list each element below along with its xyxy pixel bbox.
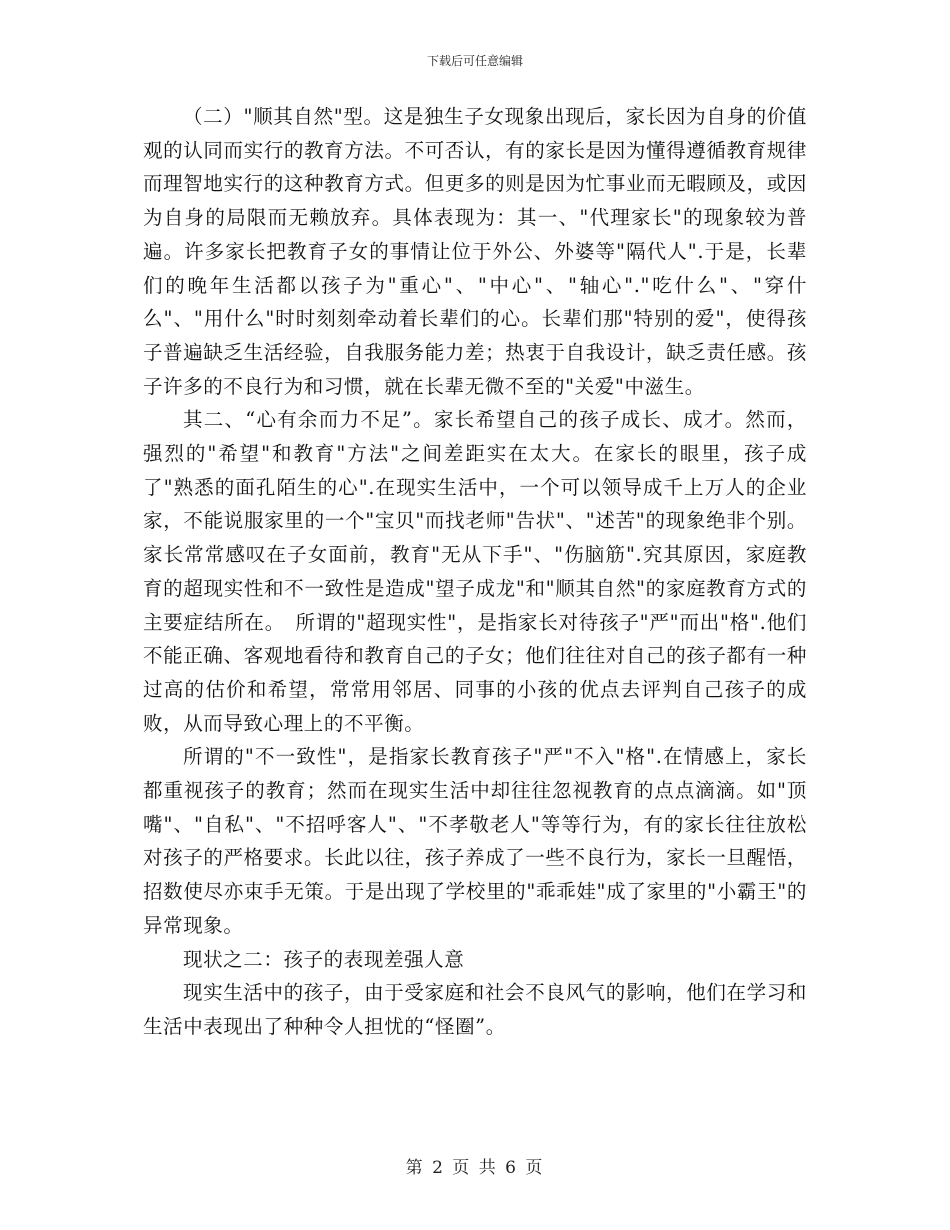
paragraph-guaiquan: 现实生活中的孩子，由于受家庭和社会不良风气的影响，他们在学习和生活中表现出了种种令人担忧的“怪圈”。: [143, 981, 807, 1038]
paragraph-xinyouyu: 其二、“心有余而力不足”。家长希望自己的孩子成长、成才。然而，强烈的"希望"和教育"方法"之间差距实在太大。在家长的眼里，孩子成了"熟悉的面孔陌生的心".在现实生活中，一个可以领导成千上万人的企业家，不能说服家里的一个"宝贝"而找老师"告状"、"述苦"的现象绝非个别。家长常常感叹在子女面前，教育"无从下手"、"伤脑筋".究其原因，家庭教育的超现实性和不一致性是造成"望子成龙"和"顺其自然"的家庭教育方式的主要症结所在。 所谓的"超现实性"，是指家长对待孩子"严"而出"格".他们不能正确、客观地看待和教育自己的子女；他们往往对自己的孩子都有一种过高的估价和希望，常常用邻居、同事的小孩的优点去评判自己孩子的成败，从而导致心理上的不平衡。: [143, 408, 807, 735]
page-number: 第 2 页 共 6 页: [405, 1158, 545, 1178]
document-body: [143, 100, 807, 1044]
paragraph-buyizhixing: 所谓的"不一致性"，是指家长教育孩子"严"不入"格".在情感上，家长都重视孩子的教育；然而在现实生活中却往往忽视教育的点点滴滴。如"顶嘴"、"自私"、"不招呼客人"、"不孝敬老人"等等行为，有的家长往往放松对孩子的严格要求。长此以往，孩子养成了一些不良行为，家长一旦醒悟，招数使尽亦束手无策。于是出现了学校里的"乖乖娃"成了家里的"小霸王"的异常现象。: [143, 745, 807, 937]
section-heading-xianzhuang-2: 现状之二：孩子的表现差强人意: [182, 947, 465, 971]
paragraph-shunqiziran: （二）"顺其自然"型。这是独生子女现象出现后，家长因为自身的价值观的认同而实行的教育方法。不可否认，有的家长是因为懂得遵循教育规律而理智地实行的这种教育方式。但更多的则是因为忙事业而无暇顾及，或因为自身的局限而无赖放弃。具体表现为：其一、"代理家长"的现象较为普遍。许多家长把教育子女的事情让位于外公、外婆等"隔代人".于是，长辈们的晚年生活都以孩子为"重心"、"中心"、"轴心"."吃什么"、"穿什么"、"用什么"时时刻刻牵动着长辈们的心。长辈们那"特别的爱"，使得孩子普遍缺乏生活经验，自我服务能力差；热衷于自我设计，缺乏责任感。孩子许多的不良行为和习惯，就在长辈无微不至的"关爱"中滋生。: [143, 105, 807, 398]
page-header: 下载后可任意编辑: [426, 54, 523, 68]
